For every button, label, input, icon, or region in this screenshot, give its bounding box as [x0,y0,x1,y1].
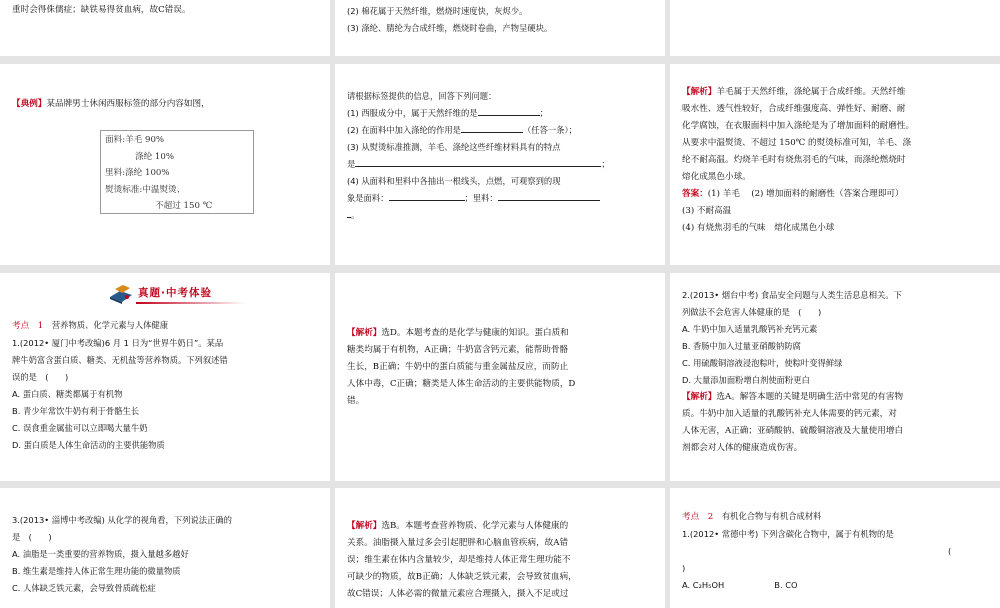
stem-line: 1.(2012• 常德中考) 下列含碳化合物中，属于有机物的是 [682,529,894,539]
stem-line: 3.(2013• 淄博中考改编) 从化学的视角看，下列说法正确的 [12,515,232,525]
topic-number: 考点 2 [682,512,714,522]
stem-line: 1.(2012• 厦门中考改编)6 月 1 日为“世界牛奶日”。某品 [12,338,224,348]
slide-top-middle [335,0,665,56]
banner-underline [136,302,246,304]
question-1 [347,105,653,122]
text-line: (2) 棉花属于天然纤维，燃烧时速度快，灰烬少。 [347,6,528,16]
option-c: C. 人体缺乏铁元素，会导致骨质疏松症 [12,583,156,593]
option-a: A. 牛奶中加入适量乳酸钙补充钙元素 [682,324,818,334]
analysis-tag: 【解析】 [682,392,717,402]
analysis-line: 羊毛属于天然纤维，涤纶属于合成纤维。天然纤维 [716,87,906,97]
option-d: D. 蛋白质是人体生命活动的主要供能物质 [12,440,165,450]
stem-line: 误的是 ( ) [12,372,69,382]
question-text: 。 [351,210,360,220]
book-icon [108,283,134,305]
option-b: B. 维生素是维持人体正常生理功能的微量物质 [12,566,181,576]
topic-number: 考点 1 [12,321,44,331]
stem-line: 牌牛奶富含蛋白质、糖类、无机盐等营养物质。下列叙述错 [12,355,228,365]
topic-title: 营养物质、化学元素与人体健康 [51,320,169,330]
analysis-tag: 【解析】 [347,521,382,531]
stem-line: 2.(2013• 烟台中考) 食品安全问题与人类生活息息相关。下 [682,290,902,300]
banner-title: 真题·中考体验 [138,287,212,299]
answer-blank[interactable] [461,122,523,133]
question-text: (1) 西服成分中，属于天然纤维的是 [347,108,478,118]
slide-top-left [0,0,330,56]
analysis-line: 质。牛奶中加入适量的乳酸钙补充人体需要的钙元素，对 [682,409,897,419]
slide-analysis-1 [335,273,665,481]
analysis-line: 选B。本题考查营养物质、化学元素与人体健康的 [381,521,569,531]
label-line: 里料:涤纶 100% [105,168,170,178]
label-line: 熨烫标准:中温熨烫、 [105,184,186,195]
analysis-line: 故C错误；人体必需的微量元素应合理摄入，摄入不足或过 [347,589,569,599]
question-text: ；里料： [464,193,498,203]
stem-line: 是 ( ) [12,532,52,542]
text-line: 重时会得侏儒症；缺铁易得贫血病，故C错误。 [12,5,191,15]
question-2 [347,122,653,139]
option-b: B. CO [774,580,798,590]
analysis-line: 纶不耐高温。灼烧羊毛时有烧焦羽毛的气味，而涤纶燃烧时 [682,155,906,165]
option-b: B. 香肠中加入过量亚硝酸钠防腐 [682,341,801,351]
option-d: D. 大量添加面粉增白剂使面粉更白 [682,375,810,385]
slide-exam-practice [0,273,330,481]
question-4: (4) 从面料和里料中各抽出一根线头，点燃，可观察到的现 [347,176,561,186]
analysis-line: 人体无害，A正确；亚硝酸钠、硫酸铜溶液及大量使用增白 [682,426,904,436]
analysis-line: 选D。本题考查的是化学与健康的知识。蛋白质和 [381,328,569,338]
question-text: ； [539,108,548,118]
answer-blank[interactable] [498,190,600,201]
analysis-line: 熔化成黑色小球。 [682,172,751,182]
label-line: 涤纶 10% [135,151,175,162]
question-text: ； [601,159,610,169]
question-intro: 请根据标签提供的信息，回答下列问题： [347,91,497,101]
option-a: A. 油脂是一类重要的营养物质，摄入量越多越好 [12,549,189,559]
answer-blank[interactable] [355,156,601,167]
example-tag: 【典例】 [12,99,47,109]
question-3-cont [347,156,653,173]
question-3: (3) 从熨烫标准推测，羊毛、涤纶这些纤维材料具有的特点 [347,142,561,152]
slide-topic-2 [670,488,1000,608]
analysis-line: 关系。油脂摄入量过多会引起肥胖和心脑血管疾病，故A错 [347,538,569,548]
question-text: 是 [347,159,356,169]
option-b: B. 青少年常饮牛奶有利于骨骼生长 [12,406,140,416]
question-text: (2) 在面料中加入涤纶的作用是 [347,125,461,135]
analysis-tag: 【解析】 [682,87,717,97]
analysis-line: 人体中毒，C正确；糖类是人体生命活动的主要供能物质，D [347,379,576,389]
slide-top-right [670,0,1000,56]
stem-line: 列做法不会危害人体健康的是 ( ) [682,307,822,317]
analysis-tag: 【解析】 [347,328,382,338]
analysis-line: 剂都会对人体的健康造成伤害。 [682,443,803,453]
answer-tag: 答案： [682,189,708,199]
answer-paren-close: ) [682,563,686,573]
example-intro: 某品牌男士休闲西服标签的部分内容如图， [46,99,210,109]
label-line: 不超过 150 ℃ [155,201,213,211]
text-line: (3) 涤纶、腈纶为合成纤维，燃烧时卷曲，产物呈硬块。 [347,23,553,33]
slide-analysis-3 [335,488,665,608]
answer-paren-open: ( [948,546,952,556]
option-c: C. 用硫酸铜溶液浸泡粽叶，使粽叶变得鲜绿 [682,358,843,368]
option-c: C. 误食重金属盐可以立即喝大量牛奶 [12,423,148,433]
analysis-line: 误；维生素在体内含量较少，却是维持人体正常生理功能不 [347,555,571,565]
question-text: （任答一条）； [522,125,577,135]
question-4-end [347,207,653,224]
option-a: A. 蛋白质、糖类都属于有机物 [12,389,123,399]
option-a: A. C₂H₅OH [682,580,725,590]
question-text: 象是面料： [347,193,389,203]
answer-line: (4) 有烧焦羽毛的气味 熔化成黑色小球 [682,223,835,233]
analysis-line: 糖类均属于有机物，A正确；牛奶富含钙元素，能帮助骨骼 [347,345,569,355]
label-line: 面料:羊毛 90% [105,135,165,145]
slide-analysis [670,64,1000,265]
text-line [682,0,988,2]
section-banner [108,283,248,305]
analysis-line: 从要求中温熨烫、不超过 150℃ 的熨烫标准可知，羊毛、涤 [682,138,912,148]
analysis-line: 选A。解答本题的关键是明确生活中常见的有害物 [716,392,904,402]
analysis-line: 错。 [347,396,365,406]
answer-line: (1) 羊毛 (2) 增加面料的耐磨性（答案合理即可） [707,189,904,199]
slide-question-2 [670,273,1000,481]
slide-questions [335,64,665,265]
analysis-line: 化学腐蚀，在衣服面料中加入涤纶是为了增加面料的耐磨性。 [682,121,915,131]
garment-label [100,130,254,214]
topic-title: 有机化合物与有机合成材料 [721,511,822,521]
question-4-cont [347,190,653,207]
answer-blank[interactable] [389,190,465,201]
answer-blank[interactable] [478,105,540,116]
slide-question-3 [0,488,330,608]
slide-example [0,64,330,265]
answer-line: (3) 不耐高温 [682,206,732,216]
analysis-line: 可缺少的物质，故B正确；人体缺乏铁元素，会导致贫血病， [347,572,577,582]
analysis-line: 吸水性、透气性较好，合成纤维强度高、弹性好、耐磨、耐 [682,104,906,114]
analysis-line: 生长，B正确；牛奶中的蛋白质能与重金属盐反应，而防止 [347,362,569,372]
